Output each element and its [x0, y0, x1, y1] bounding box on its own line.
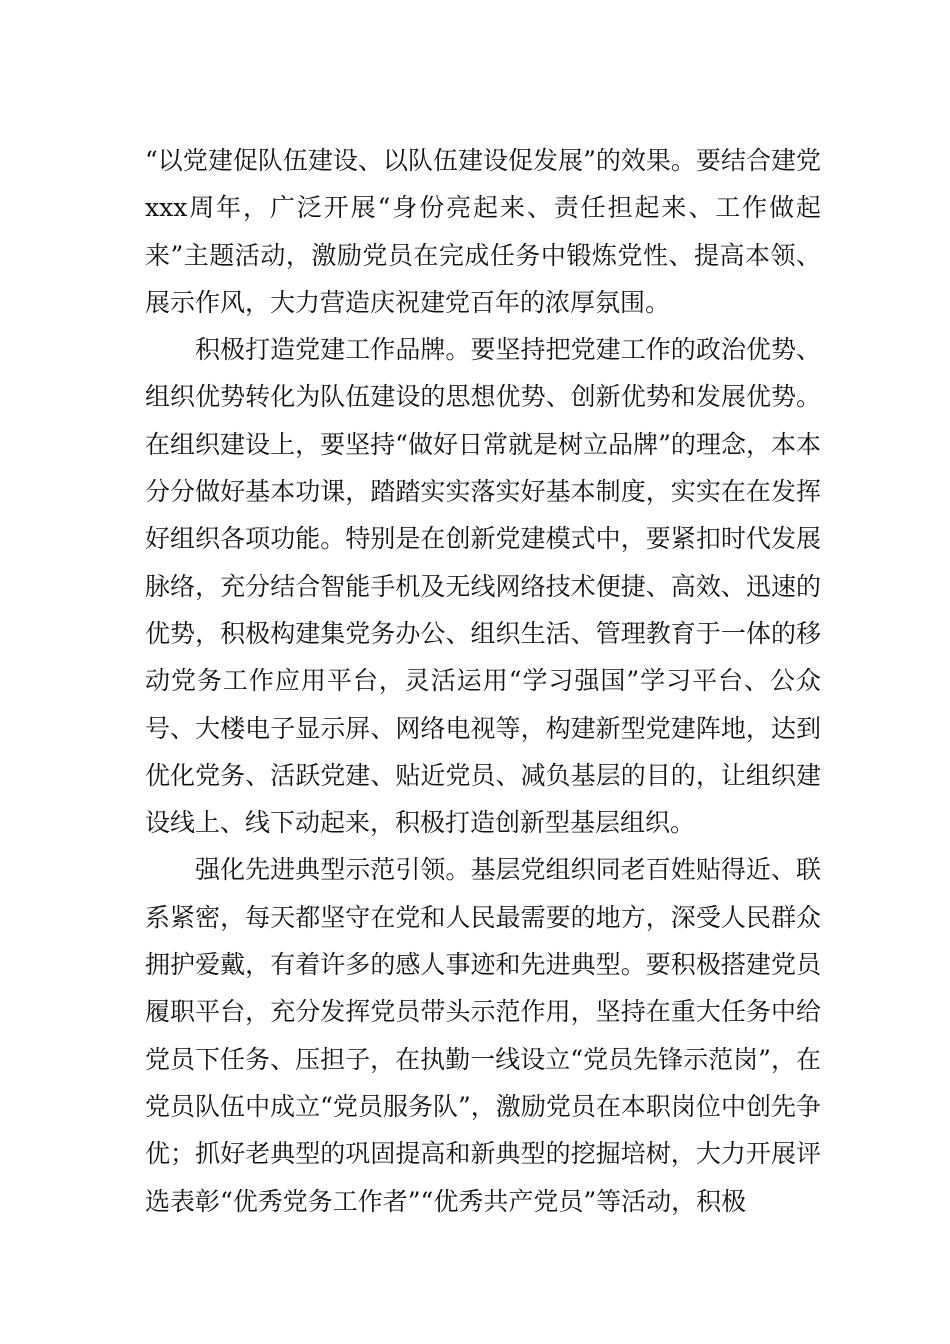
paragraph-model-exemplars: 强化先进典型示范引领。基层党组织同老百姓贴得近、联系紧密，每天都坚守在党和人民最需要的地方，深受人民群众拥护爱戴，有着许多的感人事迹和先进典型。要积极搭建党员履职平台，充分发挥党员带头示范作用，坚持在重大任务中给党员下任务、压担子，在执勤一线设立“党员先锋示范岗”，在党员队伍中成立“党员服务队”，激励党员在本职岗位中创先争优；抓好老典型的巩固提高和新典型的挖掘培树，大力开展评选表彰“优秀党务工作者”“优秀共产党员”等活动，积极 [145, 855, 821, 1216]
paragraph-party-brand: 积极打造党建工作品牌。要坚持把党建工作的政治优势、组织优势转化为队伍建设的思想优势、创新优势和发展优势。在组织建设上，要坚持“做好日常就是树立品牌”的理念，本本分分做好基本功课，踏踏实实落实好基本制度，实实在在发挥好组织各项功能。特别是在创新党建模式中，要紧扣时代发展脉络，充分结合智能手机及无线网络技术便捷、高效、迅速的优势，积极构建集党务办公、组织生活、管理教育于一体的移动党务工作应用平台，灵活运用“学习强国”学习平台、公众号、大楼电子显示屏、网络电视等，构建新型党建阵地，达到优化党务、活跃党建、贴近党员、减负基层的目的，让组织建设线上、线下动起来，积极打造创新型基层组织。 [145, 335, 821, 838]
paragraph-continuation: “以党建促队伍建设、以队伍建设促发展”的效果。要结合建党xxx周年，广泛开展“身份亮起来、责任担起来、工作做起来”主题活动，激励党员在完成任务中锻炼党性、提高本领、展示作风，大力营造庆祝建党百年的浓厚氛围。 [145, 146, 821, 317]
document-body [145, 137, 821, 1225]
